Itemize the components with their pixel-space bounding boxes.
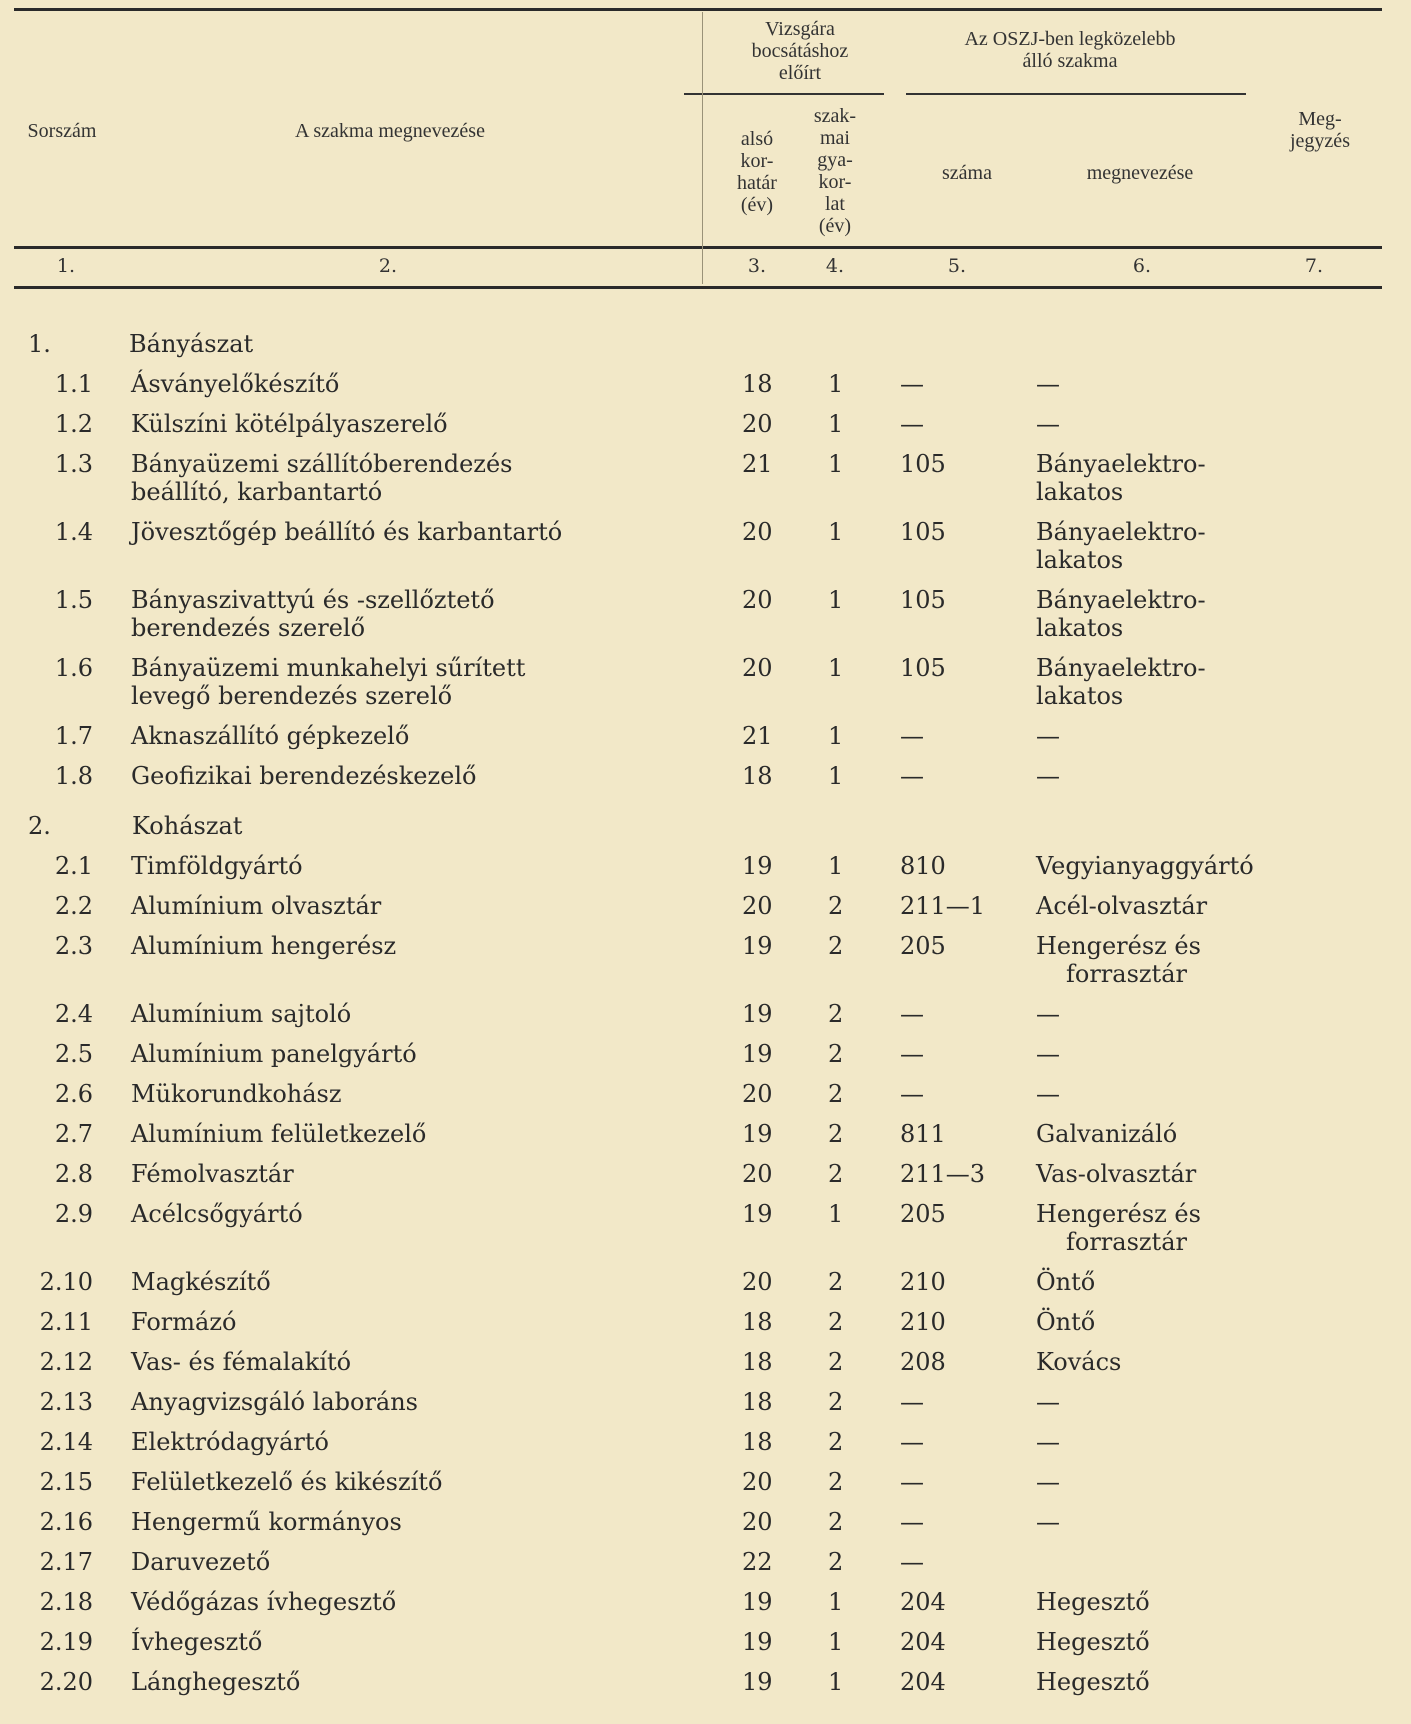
column-number-1: 1.: [56, 255, 76, 277]
min-age: 20: [742, 654, 773, 682]
header-col4-line: szak-: [813, 105, 857, 127]
practice-years: 1: [828, 1588, 844, 1616]
row-number: 2.13: [39, 1388, 93, 1416]
profession-name: Védőgázas ívhegesztő: [131, 1588, 397, 1616]
row-number: 1.1: [54, 370, 93, 398]
header-group1-line: bocsátáshoz: [751, 40, 849, 62]
practice-years: 1: [828, 654, 844, 682]
section-name: Kohászat: [132, 812, 243, 840]
practice-years: 2: [828, 892, 844, 920]
oszj-code: 105: [900, 450, 946, 478]
header-col4-line: (év): [818, 215, 852, 237]
header-bottom-rule: [14, 246, 1382, 249]
profession-name: Magkészítő: [131, 1268, 271, 1296]
oszj-title: Öntő: [1036, 1268, 1096, 1296]
oszj-title: Vegyianyaggyártó: [1036, 852, 1254, 880]
oszj-code: 105: [900, 518, 946, 546]
oszj-code: —: [900, 1000, 924, 1028]
min-age: 19: [742, 852, 773, 880]
profession-name: Formázó: [131, 1308, 237, 1336]
min-age: 21: [742, 722, 773, 750]
practice-years: 2: [828, 1388, 844, 1416]
practice-years: 2: [828, 1428, 844, 1456]
section-number: 2.: [28, 812, 51, 840]
min-age: 20: [742, 1508, 773, 1536]
oszj-code: 105: [900, 654, 946, 682]
profession-name: Ásványelőkészítő: [131, 370, 340, 398]
profession-name: beállító, karbantartó: [131, 478, 383, 506]
min-age: 19: [742, 1668, 773, 1696]
header-col7: [1270, 108, 1370, 152]
practice-years: 2: [828, 1000, 844, 1028]
header-col6: megnevezése: [1086, 162, 1194, 184]
oszj-title: —: [1036, 1080, 1060, 1108]
oszj-code: 205: [900, 1200, 946, 1228]
header-col4-line: mai: [820, 127, 850, 149]
row-number: 2.14: [39, 1428, 93, 1456]
oszj-title: Bányaelektro-: [1036, 586, 1206, 614]
oszj-title: —: [1036, 722, 1060, 750]
row-number: 1.7: [54, 722, 93, 750]
header-col3-line: alsó: [740, 128, 774, 150]
row-number: 1.6: [54, 654, 93, 682]
row-number: 1.8: [54, 762, 93, 790]
row-number: 2.19: [39, 1628, 93, 1656]
min-age: 20: [742, 1160, 773, 1188]
oszj-title: Galvanizáló: [1036, 1120, 1178, 1148]
oszj-title: Kovács: [1036, 1348, 1122, 1376]
profession-name: Alumínium sajtoló: [131, 1000, 352, 1028]
oszj-title: Öntő: [1036, 1308, 1096, 1336]
profession-name: Mükorundkohász: [131, 1080, 342, 1108]
header-group2-line: Az OSZJ-ben legközelebb: [964, 28, 1176, 50]
practice-years: 1: [828, 1628, 844, 1656]
practice-years: 1: [828, 586, 844, 614]
practice-years: 2: [828, 1160, 844, 1188]
header-col3-line: (év): [740, 194, 774, 216]
oszj-code: 204: [900, 1628, 946, 1656]
oszj-title: —: [1036, 1040, 1060, 1068]
practice-years: 2: [828, 1040, 844, 1068]
oszj-title: lakatos: [1036, 614, 1124, 642]
profession-name: Ívhegesztő: [131, 1628, 263, 1656]
min-age: 20: [742, 892, 773, 920]
header-col4-line: kor-: [818, 171, 852, 193]
row-number: 2.3: [54, 932, 93, 960]
practice-years: 2: [828, 1268, 844, 1296]
header-col4-line: gya-: [817, 149, 853, 171]
oszj-code: —: [900, 1428, 924, 1456]
header-col4-line: lat: [825, 193, 845, 215]
row-number: 2.9: [54, 1200, 93, 1228]
min-age: 19: [742, 1120, 773, 1148]
row-number: 1.2: [54, 410, 93, 438]
min-age: 18: [742, 1348, 773, 1376]
profession-name: Geofizikai berendezéskezelő: [131, 762, 477, 790]
row-number: 2.2: [54, 892, 93, 920]
oszj-title: Acél-olvasztár: [1036, 892, 1208, 920]
header-sorszam: Sorszám: [27, 120, 97, 142]
row-number: 2.20: [39, 1668, 93, 1696]
oszj-title: Hegesztő: [1036, 1668, 1150, 1696]
row-number: 2.5: [54, 1040, 93, 1068]
oszj-title: —: [1036, 1388, 1060, 1416]
header-group2-line: álló szakma: [1022, 50, 1118, 72]
oszj-title: —: [1036, 370, 1060, 398]
profession-name: Alumínium olvasztár: [131, 892, 382, 920]
oszj-code: —: [900, 762, 924, 790]
column-number-6: 6.: [1132, 255, 1152, 277]
row-number: 1.5: [54, 586, 93, 614]
oszj-title: Bányaelektro-: [1036, 518, 1206, 546]
practice-years: 2: [828, 1468, 844, 1496]
header-group1-line: Vizsgára: [765, 18, 835, 40]
row-number: 2.4: [54, 1000, 93, 1028]
practice-years: 2: [828, 1508, 844, 1536]
profession-name: Daruvezető: [131, 1548, 271, 1576]
oszj-code: —: [900, 1040, 924, 1068]
oszj-title: —: [1036, 410, 1060, 438]
oszj-code: 811: [900, 1120, 946, 1148]
row-number: 2.17: [39, 1548, 93, 1576]
practice-years: 1: [828, 852, 844, 880]
min-age: 19: [742, 1628, 773, 1656]
section-number: 1.: [28, 330, 51, 358]
practice-years: 1: [828, 410, 844, 438]
profession-name: Timföldgyártó: [131, 852, 303, 880]
oszj-code: —: [900, 1548, 924, 1576]
row-number: 2.10: [39, 1268, 93, 1296]
oszj-code: 211—1: [900, 892, 986, 920]
oszj-code: 211—3: [900, 1160, 986, 1188]
oszj-code: 208: [900, 1348, 946, 1376]
practice-years: 2: [828, 1120, 844, 1148]
column-number-2: 2.: [378, 255, 398, 277]
min-age: 19: [742, 932, 773, 960]
header-col4: [800, 105, 870, 237]
column-number-3: 3.: [747, 255, 767, 277]
profession-name: Alumínium felületkezelő: [131, 1120, 427, 1148]
oszj-code: 205: [900, 932, 946, 960]
header-group2: [900, 28, 1240, 72]
profession-name: Lánghegesztő: [131, 1668, 301, 1696]
row-number: 2.16: [39, 1508, 93, 1536]
oszj-code: 210: [900, 1308, 946, 1336]
oszj-code: —: [900, 722, 924, 750]
row-number: 1.4: [54, 518, 93, 546]
row-number: 2.7: [54, 1120, 93, 1148]
profession-name: Elektródagyártó: [131, 1428, 329, 1456]
min-age: 19: [742, 1200, 773, 1228]
profession-name: Bányaüzemi munkahelyi sűrített: [131, 654, 526, 682]
min-age: 20: [742, 1080, 773, 1108]
oszj-code: —: [900, 1388, 924, 1416]
min-age: 20: [742, 410, 773, 438]
profession-name: Bányaszivattyú és -szellőztető: [131, 586, 495, 614]
profession-name: Vas- és fémalakító: [131, 1348, 352, 1376]
practice-years: 2: [828, 932, 844, 960]
practice-years: 2: [828, 1348, 844, 1376]
oszj-title: Vas-olvasztár: [1036, 1160, 1197, 1188]
practice-years: 1: [828, 1200, 844, 1228]
min-age: 18: [742, 370, 773, 398]
oszj-code: —: [900, 1080, 924, 1108]
header-group1: [700, 18, 900, 84]
row-number: 2.18: [39, 1588, 93, 1616]
oszj-title: Hengerész és: [1036, 1200, 1201, 1228]
practice-years: 2: [828, 1548, 844, 1576]
practice-years: 1: [828, 370, 844, 398]
group2-underline: [906, 93, 1246, 95]
column-number-7: 7.: [1304, 255, 1324, 277]
column-number-rule: [14, 286, 1382, 289]
column-number-4: 4.: [825, 255, 845, 277]
header-col3: [712, 128, 802, 216]
profession-name: Alumínium panelgyártó: [131, 1040, 417, 1068]
oszj-code: 204: [900, 1588, 946, 1616]
profession-name: Felületkezelő és kikészítő: [131, 1468, 443, 1496]
profession-name: Hengermű kormányos: [131, 1508, 402, 1536]
oszj-code: 810: [900, 852, 946, 880]
min-age: 19: [742, 1000, 773, 1028]
oszj-title: lakatos: [1036, 682, 1124, 710]
row-number: 2.15: [39, 1468, 93, 1496]
row-number: 2.1: [54, 852, 93, 880]
min-age: 18: [742, 762, 773, 790]
profession-name: Külszíni kötélpályaszerelő: [131, 410, 448, 438]
profession-name: Jövesztőgép beállító és karbantartó: [131, 518, 563, 546]
oszj-title: forrasztár: [1066, 1228, 1187, 1256]
row-number: 2.8: [54, 1160, 93, 1188]
practice-years: 1: [828, 518, 844, 546]
oszj-code: —: [900, 370, 924, 398]
header-col3-line: kor-: [740, 150, 774, 172]
section-name: Bányászat: [129, 330, 254, 358]
top-rule: [14, 8, 1382, 11]
min-age: 22: [742, 1548, 773, 1576]
oszj-title: —: [1036, 1468, 1060, 1496]
oszj-title: Hegesztő: [1036, 1588, 1150, 1616]
min-age: 19: [742, 1588, 773, 1616]
min-age: 18: [742, 1308, 773, 1336]
oszj-title: —: [1036, 762, 1060, 790]
header-col7-line: Meg-: [1298, 108, 1342, 130]
practice-years: 2: [828, 1308, 844, 1336]
profession-name: levegő berendezés szerelő: [131, 682, 453, 710]
min-age: 20: [742, 1468, 773, 1496]
practice-years: 1: [828, 762, 844, 790]
practice-years: 1: [828, 722, 844, 750]
min-age: 19: [742, 1040, 773, 1068]
oszj-title: Bányaelektro-: [1036, 654, 1206, 682]
min-age: 20: [742, 586, 773, 614]
oszj-title: —: [1036, 1000, 1060, 1028]
min-age: 21: [742, 450, 773, 478]
oszj-code: 204: [900, 1668, 946, 1696]
oszj-code: —: [900, 1468, 924, 1496]
header-col3-line: határ: [737, 172, 777, 194]
row-number: 2.12: [39, 1348, 93, 1376]
profession-name: Fémolvasztár: [131, 1160, 294, 1188]
group1-underline: [684, 93, 884, 95]
practice-years: 1: [828, 450, 844, 478]
oszj-title: Hegesztő: [1036, 1628, 1150, 1656]
header-col7-line: jegyzés: [1290, 130, 1350, 152]
header-col5: száma: [942, 162, 992, 184]
profession-name: Bányaüzemi szállítóberendezés: [131, 450, 513, 478]
oszj-title: lakatos: [1036, 546, 1124, 574]
oszj-code: —: [900, 410, 924, 438]
oszj-title: Bányaelektro-: [1036, 450, 1206, 478]
oszj-code: 105: [900, 586, 946, 614]
profession-name: berendezés szerelő: [131, 614, 366, 642]
oszj-title: —: [1036, 1508, 1060, 1536]
practice-years: 1: [828, 1668, 844, 1696]
oszj-title: forrasztár: [1066, 960, 1187, 988]
header-group1-line: előírt: [778, 62, 822, 84]
practice-years: 2: [828, 1080, 844, 1108]
oszj-code: 210: [900, 1268, 946, 1296]
oszj-title: Hengerész és: [1036, 932, 1201, 960]
row-number: 2.6: [54, 1080, 93, 1108]
profession-name: Aknaszállító gépkezelő: [131, 722, 410, 750]
min-age: 20: [742, 1268, 773, 1296]
oszj-code: —: [900, 1508, 924, 1536]
row-number: 1.3: [54, 450, 93, 478]
row-number: 2.11: [39, 1308, 93, 1336]
column-number-5: 5.: [947, 255, 967, 277]
profession-name: Alumínium hengerész: [131, 932, 397, 960]
profession-name: Acélcsőgyártó: [131, 1200, 303, 1228]
min-age: 18: [742, 1428, 773, 1456]
min-age: 20: [742, 518, 773, 546]
profession-name: Anyagvizsgáló laboráns: [131, 1388, 418, 1416]
min-age: 18: [742, 1388, 773, 1416]
oszj-title: lakatos: [1036, 478, 1124, 506]
header-szakma: A szakma megnevezése: [295, 120, 485, 142]
oszj-title: —: [1036, 1428, 1060, 1456]
